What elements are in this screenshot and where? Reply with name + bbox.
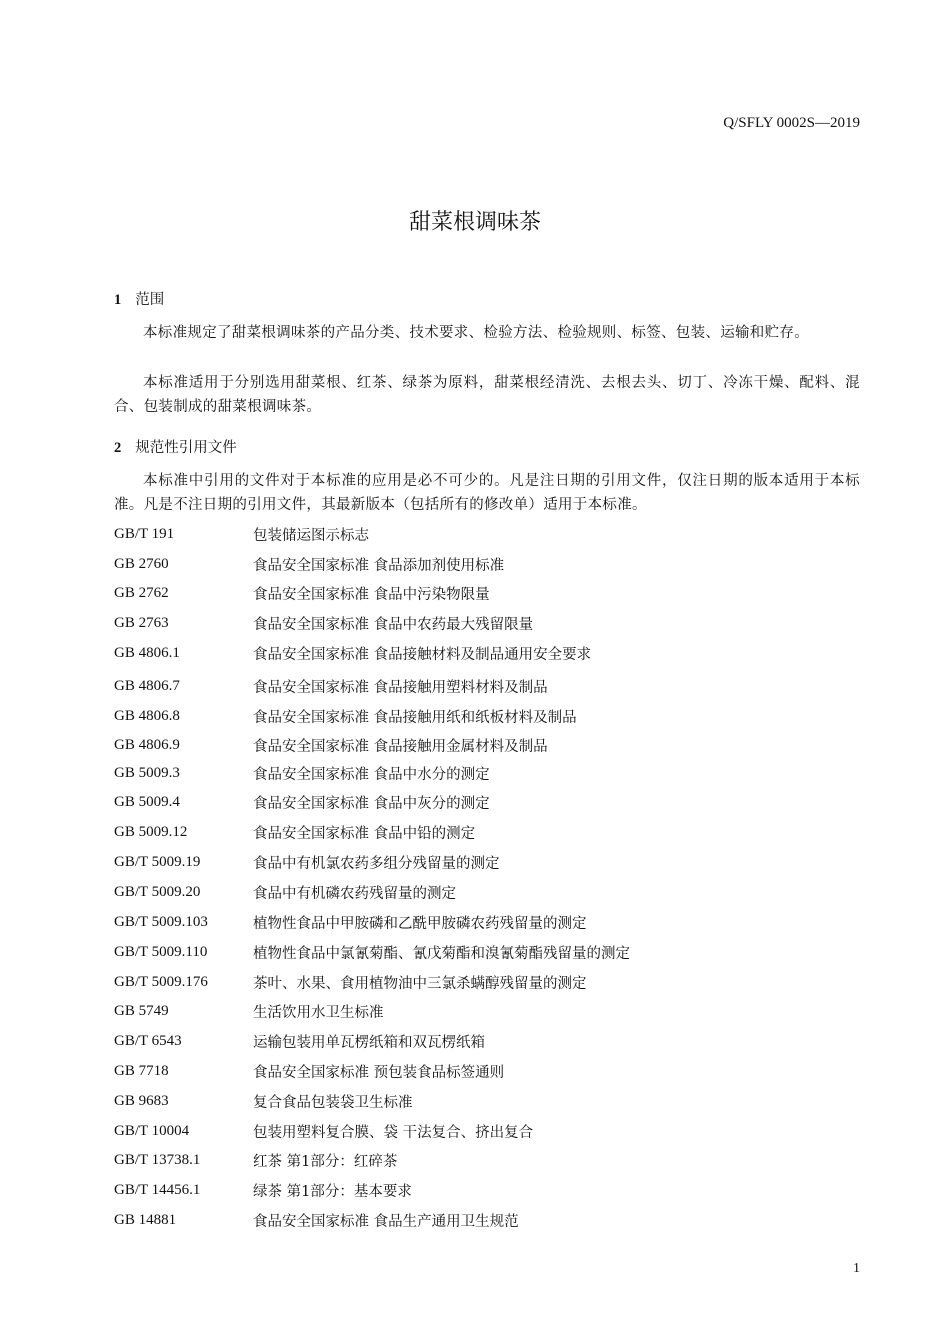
reference-code: GB/T 5009.19	[114, 853, 201, 870]
reference-title: 生活饮用水卫生标准	[253, 1004, 384, 1021]
reference-row	[114, 820, 475, 844]
reference-code: GB/T 6543	[114, 1032, 182, 1049]
reference-title: 包装储运图示标志	[253, 527, 369, 544]
reference-code: GB/T 13738.1	[114, 1151, 201, 1168]
reference-row	[114, 850, 500, 874]
section-1-heading	[114, 288, 164, 309]
reference-code: GB 14881	[114, 1211, 177, 1228]
reference-code: GB 4806.9	[114, 736, 180, 753]
page-number: 1	[853, 1261, 860, 1276]
reference-row	[114, 999, 384, 1023]
reference-title: 红茶 第1部分：红碎茶	[253, 1153, 398, 1170]
reference-code: GB/T 5009.20	[114, 883, 201, 900]
reference-row	[114, 910, 587, 934]
reference-row	[114, 790, 490, 814]
reference-row	[114, 1148, 397, 1172]
reference-code: GB 2763	[114, 614, 169, 631]
scope-paragraph-2: 本标准适用于分别选用甜菜根、红茶、绿茶为原料，甜菜根经清洗、去根去头、切丁、冷冻干燥、配料、混合、包装制成的甜菜根调味茶。	[114, 375, 860, 415]
reference-title: 食品安全国家标准 食品中水分的测定	[253, 766, 490, 783]
reference-row	[114, 641, 591, 665]
section-number: 2	[114, 440, 122, 456]
reference-code: GB/T 5009.110	[114, 943, 208, 960]
reference-title: 食品安全国家标准 预包装食品标签通则	[253, 1064, 505, 1081]
reference-title: 植物性食品中氯氰菊酯、氰戊菊酯和溴氰菊酯残留量的测定	[253, 945, 630, 962]
reference-row	[114, 1208, 519, 1232]
reference-code: GB 5009.4	[114, 793, 180, 810]
reference-row	[114, 761, 490, 785]
standard-code: Q/SFLY 0002S—2019	[723, 115, 860, 131]
reference-row	[114, 1089, 413, 1113]
reference-title: 复合食品包装袋卫生标准	[253, 1094, 413, 1111]
reference-title: 绿茶 第1部分：基本要求	[253, 1183, 412, 1200]
reference-title: 食品中有机氯农药多组分残留量的测定	[253, 855, 500, 872]
reference-row	[114, 674, 548, 698]
reference-title: 食品安全国家标准 食品接触材料及制品通用安全要求	[253, 646, 592, 663]
section-number: 1	[114, 292, 122, 308]
reference-title: 食品安全国家标准 食品中农药最大残留限量	[253, 616, 534, 633]
reference-title: 食品安全国家标准 食品接触用塑料材料及制品	[253, 679, 548, 696]
reference-code: GB 2760	[114, 555, 169, 572]
section-title: 规范性引用文件	[135, 440, 237, 456]
reference-row	[114, 552, 504, 576]
reference-row	[114, 880, 456, 904]
reference-title: 食品安全国家标准 食品接触用纸和纸板材料及制品	[253, 709, 577, 726]
reference-row	[114, 940, 630, 964]
reference-title: 食品安全国家标准 食品中污染物限量	[253, 586, 490, 603]
reference-title: 茶叶、水果、食用植物油中三氯杀螨醇残留量的测定	[253, 975, 587, 992]
reference-row	[114, 522, 369, 546]
reference-code: GB 4806.1	[114, 644, 180, 661]
section-2-heading	[114, 436, 237, 457]
reference-row	[114, 704, 577, 728]
reference-row	[114, 1029, 485, 1053]
reference-code: GB/T 10004	[114, 1122, 190, 1139]
scope-paragraph-1: 本标准规定了甜菜根调味茶的产品分类、技术要求、检验方法、检验规则、标签、包装、运输和贮存。	[143, 325, 809, 341]
reference-row	[114, 970, 587, 994]
reference-code: GB 5009.3	[114, 764, 180, 781]
reference-code: GB/T 5009.103	[114, 913, 208, 930]
reference-code: GB 5749	[114, 1002, 169, 1019]
reference-row	[114, 581, 490, 605]
reference-code: GB 2762	[114, 584, 169, 601]
reference-title: 食品安全国家标准 食品中灰分的测定	[253, 795, 490, 812]
section-title: 范围	[135, 292, 165, 308]
reference-code: GB 7718	[114, 1062, 169, 1079]
reference-title: 食品安全国家标准 食品接触用金属材料及制品	[253, 738, 548, 755]
references-intro-paragraph: 本标准中引用的文件对于本标准的应用是必不可少的。凡是注日期的引用文件，仅注日期的版本适用于本标准。凡是不注日期的引用文件，其最新版本（包括所有的修改单）适用于本标准。	[114, 473, 860, 513]
reference-code: GB 4806.7	[114, 677, 180, 694]
reference-row	[114, 733, 548, 757]
reference-title: 运输包装用单瓦楞纸箱和双瓦楞纸箱	[253, 1034, 485, 1051]
reference-title: 包装用塑料复合膜、袋 干法复合、挤出复合	[253, 1124, 534, 1141]
reference-title: 植物性食品中甲胺磷和乙酰甲胺磷农药残留量的测定	[253, 915, 587, 932]
reference-code: GB 4806.8	[114, 707, 180, 724]
reference-code: GB/T 191	[114, 525, 175, 542]
reference-code: GB/T 5009.176	[114, 973, 208, 990]
reference-row	[114, 1059, 504, 1083]
reference-code: GB 9683	[114, 1092, 169, 1109]
document-title: 甜菜根调味茶	[408, 210, 541, 235]
reference-row	[114, 611, 533, 635]
reference-title: 食品安全国家标准 食品添加剂使用标准	[253, 557, 505, 574]
reference-title: 食品中有机磷农药残留量的测定	[253, 885, 456, 902]
reference-code: GB 5009.12	[114, 823, 188, 840]
reference-row	[114, 1119, 533, 1143]
reference-title: 食品安全国家标准 食品中铅的测定	[253, 825, 476, 842]
reference-title: 食品安全国家标准 食品生产通用卫生规范	[253, 1213, 519, 1230]
reference-row	[114, 1178, 412, 1202]
reference-code: GB/T 14456.1	[114, 1181, 201, 1198]
